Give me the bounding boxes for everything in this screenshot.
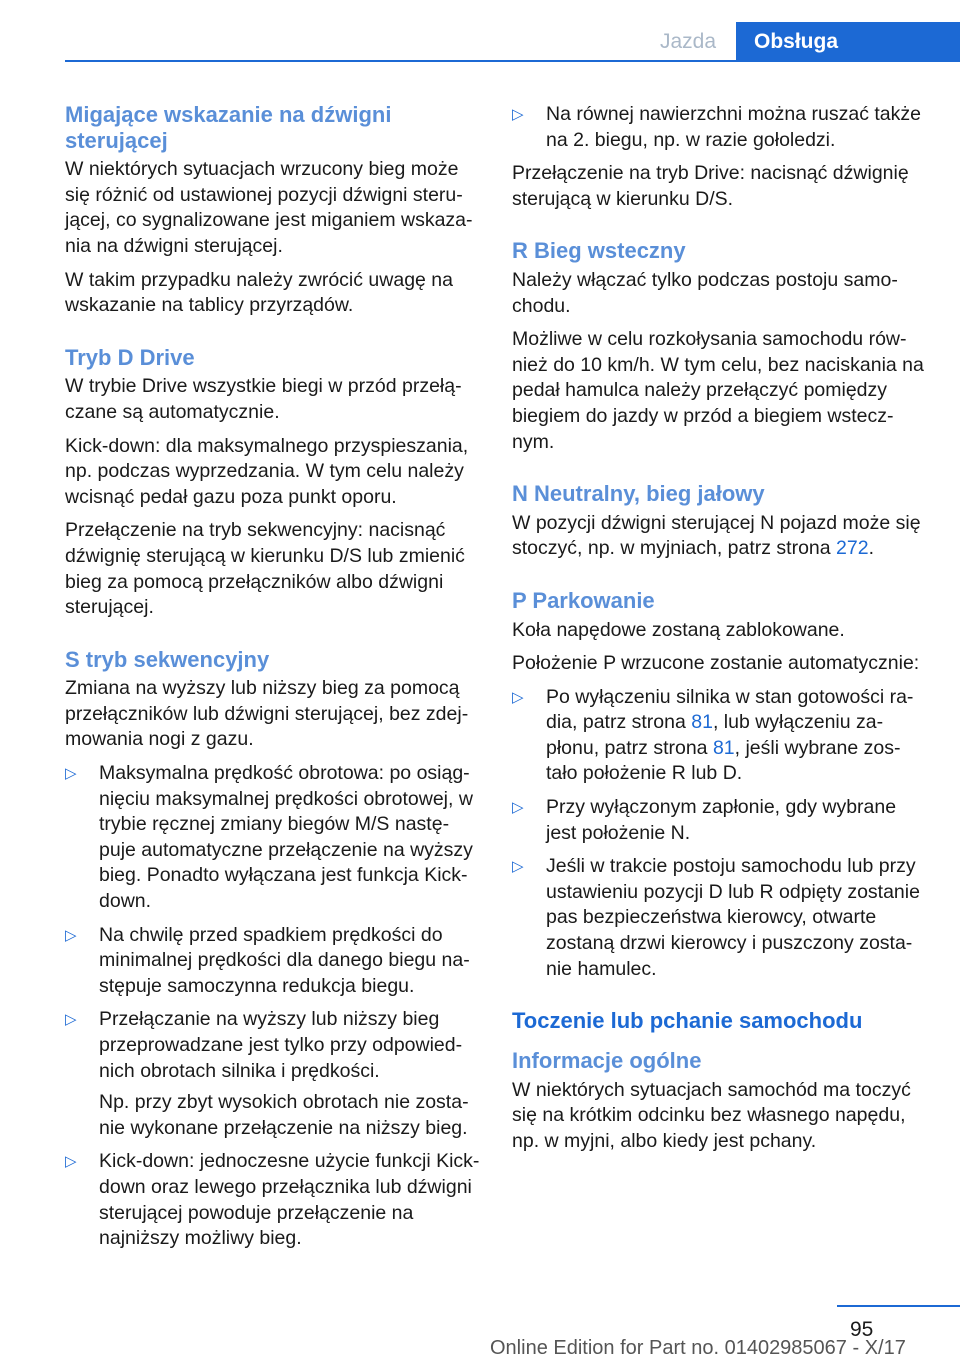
- list-item: ▷ Kick-down: jednoczesne użycie funkcji Kick-down oraz lewego przełącznika lub dźwigni sterującej powoduje przełączenie na najniższy możliwy bieg.: [65, 1150, 480, 1250]
- bullet-triangle-icon: ▷: [65, 1011, 77, 1029]
- list-item: ▷ Jeśli w trakcie postoju samochodu lub przy ustawieniu pozycji D lub R odpięty zostanie pas bezpieczeństwa kierowcy, otwarte zostaną drzwi kierowcy i puszczony zosta‐nie hamulec.: [512, 855, 920, 980]
- bullet-triangle-icon: ▷: [65, 1153, 77, 1171]
- list-item: ▷ Przełączanie na wyższy lub niższy bieg przeprowadzane jest tylko przy odpowied‐nich obrotach silnika i prędkości. Np. przy zbyt wysokich obrotach nie zosta‐nie wykonane przełączenie na niższy bieg.: [65, 1008, 469, 1139]
- bullet-triangle-icon: ▷: [65, 765, 77, 783]
- paragraph: Kick-down: dla maksymalnego przyspieszania, np. podczas wyprzedzania. W tym celu należy wcisnąć pedał gazu poza punkt oporu.: [65, 434, 469, 508]
- heading-reverse: R Bieg wsteczny: [512, 238, 686, 264]
- heading-park: P Parkowanie: [512, 587, 655, 613]
- paragraph: W trybie Drive wszystkie biegi w przód przełą‐czane są automatycznie.: [65, 375, 462, 423]
- bullet-triangle-icon: ▷: [512, 106, 524, 123]
- paragraph: Położenie P wrzucone zostanie automatycznie:: [512, 652, 920, 675]
- list-item: ▷ Po wyłączeniu silnika w stan gotowości ra‐dia, patrz strona 81, lub wyłączeniu za‐płonu, patrz strona 81, jeśli wybrane zos‐tało położenie R lub D.: [512, 685, 914, 785]
- paragraph: W niektórych sytuacjach samochód ma toczyć się na krótkim odcinku bez własnego napędu, np. w myjni, albo kiedy jest pchany.: [512, 1078, 911, 1152]
- list-item: ▷ Przy wyłączonym zapłonie, gdy wybrane jest położenie N.: [512, 796, 897, 844]
- list-item: ▷ Na równej nawierzchni można ruszać także na 2. biegu, np. w razie gołoledzi.: [512, 103, 921, 151]
- heading-neutral: N Neutralny, bieg jałowy: [512, 481, 765, 507]
- bullet-triangle-icon: ▷: [512, 688, 524, 706]
- heading-blinking-indicator: Migające wskazanie na dźwigni sterującej: [65, 102, 392, 153]
- tab-obsluga[interactable]: Obsługa: [736, 22, 960, 62]
- paragraph: Należy włączać tylko podczas postoju samo‐chodu.: [512, 268, 898, 317]
- edition-footer: Online Edition for Part no. 01402985067 - X/17: [490, 1337, 906, 1359]
- bullet-list: [512, 102, 930, 153]
- paragraph: Zmiana na wyższy lub niższy bieg za pomocą przełączników lub dźwigni sterującej, bez zdej‐mowania nogi z gazu.: [65, 677, 469, 751]
- heading-drive-mode: Tryb D Drive: [65, 344, 195, 370]
- bullet-triangle-icon: ▷: [65, 926, 77, 944]
- section-title-towing: Toczenie lub pchanie samochodu: [512, 1008, 863, 1034]
- page-link-81[interactable]: 81: [691, 711, 713, 734]
- heading-sequential-mode: S tryb sekwencyjny: [65, 646, 270, 672]
- bullet-list: [512, 685, 930, 983]
- heading-general-info: Informacje ogólne: [512, 1048, 702, 1074]
- paragraph: W pozycji dźwigni sterującej N pojazd może się stoczyć, np. w myjniach, patrz strona 272.: [512, 511, 921, 560]
- paragraph: Koła napędowe zostaną zablokowane.: [512, 618, 845, 641]
- bullet-triangle-icon: ▷: [512, 799, 524, 817]
- footer-rule: [837, 1305, 960, 1307]
- page-number: 95: [850, 1318, 874, 1341]
- right-column: [512, 102, 930, 1163]
- paragraph: Możliwe w celu rozkołysania samochodu rów‐nież do 10 km/h. W tym celu, bez naciskania na pedał hamulca należy przełączyć pomiędzy biegiem do jazdy w przód a biegiem wstecz‐nym.: [512, 328, 924, 453]
- page-link-272[interactable]: 272: [836, 537, 869, 560]
- paragraph: Przełączenie na tryb Drive: nacisnąć dźwignię sterującą w kierunku D/S.: [512, 162, 909, 210]
- paragraph: W takim przypadku należy zwrócić uwagę na wskazanie na tablicy przyrządów.: [65, 268, 453, 317]
- page-link-81[interactable]: 81: [712, 736, 735, 759]
- bullet-list: [65, 761, 481, 1252]
- left-column: [65, 102, 481, 1260]
- paragraph: Przełączenie na tryb sekwencyjny: nacisnąć dźwignię sterującą w kierunku D/S lub zmienić bieg za pomocą przełączników albo dźwigni sterującej.: [65, 519, 465, 619]
- paragraph: W niektórych sytuacjach wrzucony bieg może się różnić od ustawionej pozycji dźwigni steru‐jącej, co sygnalizowane jest miganiem wskaza‐nia na dźwigni sterującej.: [65, 158, 473, 257]
- tab-jazda[interactable]: Jazda: [659, 30, 717, 53]
- list-item: ▷ Na chwilę przed spadkiem prędkości do minimalnej prędkości dla danego biegu na‐stępuje samoczynna redukcja biegu.: [65, 923, 470, 997]
- list-item: ▷ Maksymalna prędkość obrotowa: po osiąg‐nięciu maksymalnej prędkości obrotowej, w trybie ręcznej zmiany biegów M/S nastę‐puje automatyczne przełączenie na wyższy bieg. Ponadto wyłączana jest funkcja Kick-down.: [65, 762, 473, 913]
- bullet-triangle-icon: ▷: [512, 858, 524, 876]
